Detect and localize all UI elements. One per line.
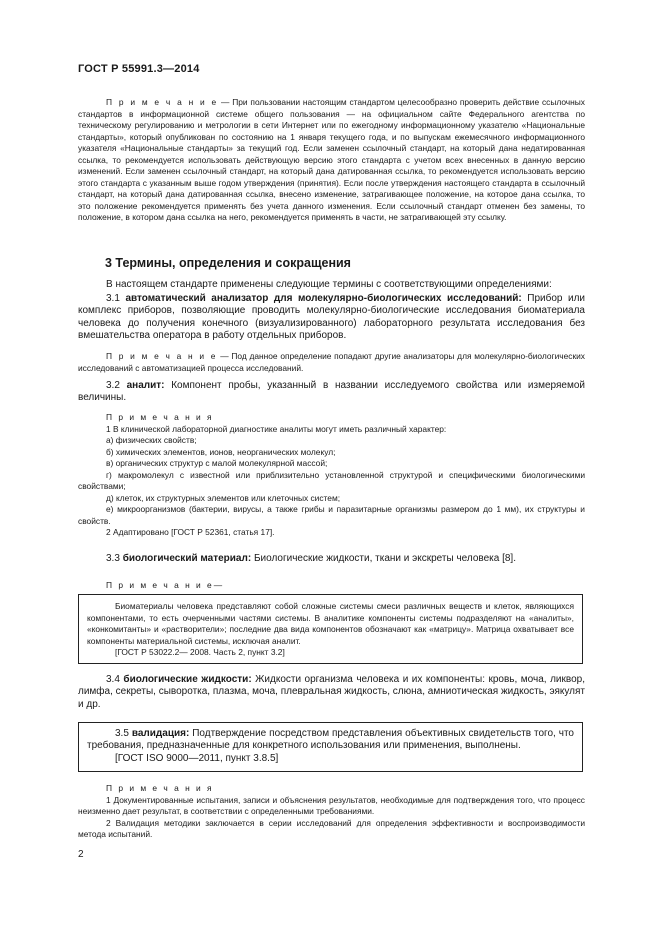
- note-subitem-g: г) макромолекул с известной или приблизительно установленной структурой и специфическими биологическими свойствами;: [78, 469, 585, 491]
- term-definition: Жидкости организма человека и их компоненты: кровь, моча, ликвор, лимфа, секреты, сыворотка, плазма, моча, плевральная жидкость, слюна, амниотическая жидкость, эякулят и др.: [78, 674, 585, 710]
- note-subitem-e: е) микроорганизмов (бактерии, вирусы, а также грибы и паразитарные организмы размером до 1 мм), их структуры и свойств.: [78, 504, 585, 526]
- term-number: 3.1: [106, 293, 126, 304]
- note-text: — Под данное определение попадают другие анализаторы для молекулярно-биологических исследований с автоматизацией процесса исследований.: [78, 351, 585, 373]
- term-3-2: [78, 380, 585, 405]
- term-number: 3.3: [106, 553, 123, 564]
- box-text: Биоматериалы человека представляют собой сложные системы смеси различных веществ и клеток, являющихся компонентами, то есть очерченными частями системы. В аналитике компоненты системы подразделяют на «аналиты», «конкомитанты» и «растворители»; последние два вида компонентов обозначают как «матрицу». Матрица охватывает все компоненты материальной системы, исключая аналит.: [87, 601, 574, 646]
- notes-label: П р и м е ч а н и я: [106, 783, 214, 793]
- note-3-2: [78, 412, 585, 539]
- term-3-5: [87, 728, 574, 753]
- term-name: биологические жидкости:: [123, 674, 252, 685]
- boxed-note-biomaterial: [78, 594, 583, 664]
- term-3-1: [78, 293, 585, 342]
- notes-label: П р и м е ч а н и я: [106, 412, 214, 422]
- note-item-2: 2 Адаптировано [ГОСТ Р 52361, статья 17].: [106, 527, 275, 537]
- note-3-1: [78, 351, 585, 374]
- note-item-2: 2 Валидация методики заключается в серии исследований для определения эффективности и воспроизводимости метода испытаний.: [78, 817, 585, 839]
- page-number: 2: [78, 849, 84, 860]
- note-text: — При пользовании настоящим стандартом целесообразно проверить действие ссылочных стандартов в информационной системе общего пользования — на официальном сайте Федерального агентства по техническому регулированию и метрологии в сети Интернет или по ежегодному информационному указателю «Национальные стандарты», который опубликован по состоянию на 1 января текущего года, и по выпускам ежемесячного информационного указателя «Национальные стандарты» за текущий год. Если заменен ссылочный стандарт, на который дана недатированная ссылка, то рекомендуется использовать действующую версию этого стандарта с учетом всех внесенных в данную версию изменений. Если заменен ссылочный стандарт, на который дана датированная ссылка, то рекомендуется использовать версию этого стандарта с указанным выше годом утверждения (принятия). Если после утверждения настоящего стандарта в ссылочный стандарт, на который дана датированная ссылка, внесено изменение, затрагивающее положение, на которое дана ссылка, то это положение рекомендуется применять без учета данного изменения. Если ссылочный стандарт отменен без замены, то положение, в котором дана ссылка на него, рекомендуется применять в части, не затрагивающей эту ссылку.: [78, 97, 585, 222]
- note-subitem-a: а) физических свойств;: [106, 435, 197, 445]
- note-item-1: 1 В клинической лабораторной диагностике аналиты могут иметь различный характер:: [106, 423, 447, 434]
- box-reference: [ГОСТ Р 53022.2— 2008. Часть 2, пункт 3.2]: [115, 647, 285, 657]
- term-3-4: [78, 674, 585, 711]
- note-referenced-standards: [78, 97, 585, 224]
- term-definition: Прибор или комплекс приборов, позволяющие проводить молекулярно-биологические исследования биоматериала человека до получения конечного (визуализированного) лабораторного результата исследования без вмешательства оператора в работу отдельных приборов.: [78, 293, 586, 341]
- term-name: биологический материал:: [122, 553, 252, 564]
- term-number: 3.5: [115, 728, 132, 739]
- note-subitem-b: б) химических элементов, ионов, неорганических молекул;: [106, 446, 336, 457]
- document-header: ГОСТ Р 55991.3—2014: [78, 63, 200, 75]
- term-name: валидация:: [131, 728, 190, 739]
- note-label: П р и м е ч а н и е: [106, 97, 219, 107]
- note-3-3-label: [78, 580, 585, 592]
- note-label: П р и м е ч а н и е: [106, 351, 218, 361]
- term-3-3: [78, 553, 585, 565]
- term-definition: Компонент пробы, указанный в названии исследуемого свойства или измеряемой величины.: [78, 380, 585, 404]
- note-label: П р и м е ч а н и е—: [106, 580, 225, 590]
- term-definition: Биологические жидкости, ткани и экскреты человека [8].: [251, 553, 516, 564]
- note-subitem-d: д) клеток, их структурных элементов или клеточных систем;: [106, 492, 341, 503]
- section-heading: 3 Термины, определения и сокращения: [105, 256, 351, 270]
- term-name: аналит:: [126, 380, 165, 391]
- term-number: 3.2: [106, 380, 127, 391]
- term-definition: Подтверждение посредством представления объективных свидетельств того, что требования, предназначенные для конкретного использования или применения, выполнены.: [87, 728, 574, 752]
- term-number: 3.4: [106, 674, 124, 685]
- term-name: автоматический анализатор для молекулярно-биологических исследований:: [125, 293, 522, 304]
- boxed-term-3-5: [78, 722, 583, 772]
- note-3-5: [78, 783, 585, 841]
- note-item-1: 1 Документированные испытания, записи и объяснения результатов, необходимые для подтверждения того, что процесс неизменно дает результат, в соответствии с определенными требованиями.: [78, 794, 585, 816]
- note-subitem-v: в) органических структур с малой молекулярной массой;: [106, 458, 328, 468]
- section-intro: В настоящем стандарте применены следующие термины с соответствующими определениями:: [106, 279, 552, 290]
- term-reference: [ГОСТ ISO 9000—2011, пункт 3.8.5]: [115, 752, 279, 764]
